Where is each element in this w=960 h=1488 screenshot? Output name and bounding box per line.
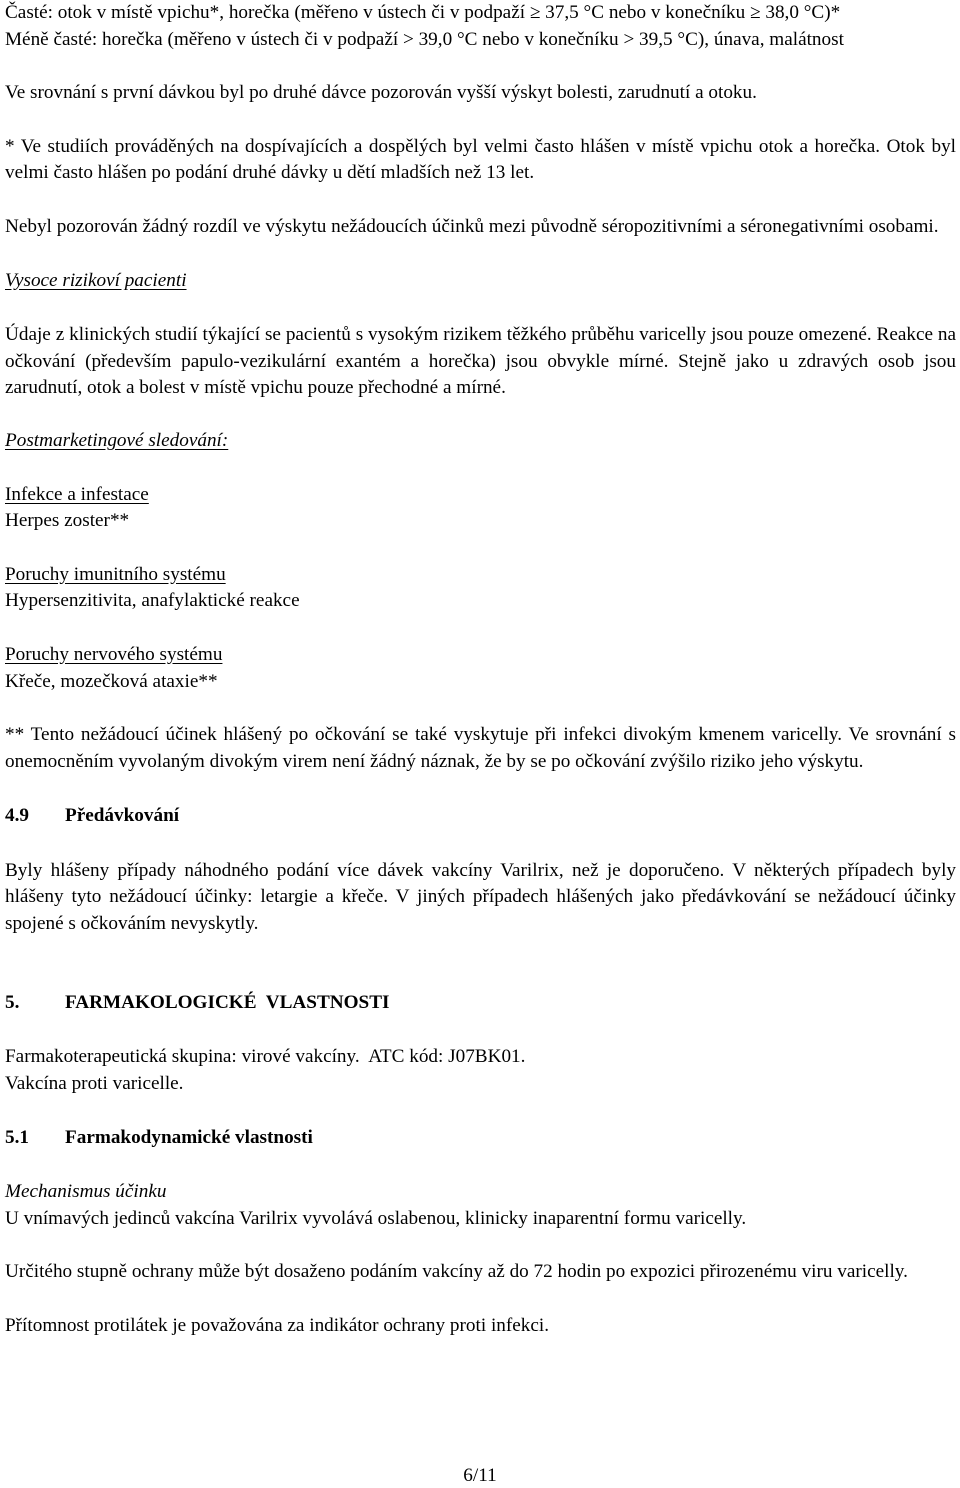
immune-item: Hypersenzitivita, anafylaktické reakce xyxy=(5,590,300,612)
protection-text: Určitého stupně ochrany může být dosaženo podáním vakcíny až do 72 hodin po expozici přirozenému viru varicelly. xyxy=(5,1261,908,1283)
footnote-double-star: ** Tento nežádoucí účinek hlášený po očkování se také vyskytuje při infekci divokým kmenem varicelly. Ve srovnání s onemocněním vyvolaným divokým virem není žádný náznak, že by se po očkování zvýšilo riziko jeho výskytu. xyxy=(5,724,956,772)
infections-heading xyxy=(5,482,956,509)
vaccine-against: Vakcína proti varicelle. xyxy=(5,1072,184,1094)
side-effects-common: Časté: otok v místě vpichu*, horečka (měřeno v ústech či v podpaží ≥ 37,5 °C nebo v konečníku ≥ 38,0 °C)* xyxy=(5,2,841,23)
serostatus-note: Nebyl pozorován žádný rozdíl ve výskytu nežádoucích účinků mezi původně séropozitivními a séronegativními osobami. xyxy=(5,215,939,237)
footnote-star: * Ve studiích prováděných na dospívajících a dospělých byl velmi často hlášen v místě vpichu otok a horečka. Otok byl velmi často hlášen po podání druhé dávky u dětí mladších než 13 let. xyxy=(5,135,956,184)
high-risk-text: Údaje z klinických studií týkající se pacientů s vysokým rizikem těžkého průběhu varicelly jsou pouze omezené. Reakce na očkování (především papulo-vezikulární exantém a horečka) jsou obvykle mírné. Stejně jako u zdravých osob jsou zarudnutí, otok a bolest v místě vpichu pouze přechodné a mírné. xyxy=(5,324,956,399)
immune-heading-text: Poruchy imunitního systému xyxy=(5,563,226,585)
section51-number: 5.1 xyxy=(5,1127,29,1149)
nervous-item: Křeče, mozečková ataxie** xyxy=(5,670,218,692)
overdose-heading xyxy=(5,803,956,830)
mechanism-heading-text: Mechanismus účinku xyxy=(5,1181,167,1203)
infections-heading-text: Infekce a infestace xyxy=(5,483,149,505)
high-risk-heading xyxy=(5,268,956,295)
document-page xyxy=(5,0,956,1339)
section5-number: 5. xyxy=(5,991,20,1013)
postmarketing-heading xyxy=(5,428,956,455)
high-risk-heading-text: Vysoce rizikoví pacienti xyxy=(5,269,187,291)
overdose-text: Byly hlášeny případy náhodného podání více dávek vakcíny Varilrix, než je doporučeno. V některých případech byly hlášeny tyto nežádoucí účinky: letargie a křeče. V jiných případech hlášených jako předávkování se nežádoucí účinky spojené s očkováním nevyskytly. xyxy=(5,859,956,935)
postmarketing-heading-text: Postmarketingové sledování: xyxy=(5,429,229,451)
overdose-number: 4.9 xyxy=(5,805,29,827)
pharmaco-group: Farmakoterapeutická skupina: virové vakcíny. ATC kód: J07BK01. xyxy=(5,1046,526,1068)
section5-heading xyxy=(5,990,956,1017)
nervous-heading xyxy=(5,642,956,669)
mechanism-heading xyxy=(5,1179,956,1206)
page-number: 6/11 xyxy=(463,1465,497,1486)
antibody-text: Přítomnost protilátek je považována za indikátor ochrany proti infekci. xyxy=(5,1314,550,1336)
nervous-heading-text: Poruchy nervového systému xyxy=(5,643,223,665)
side-effects-uncommon: Méně časté: horečka (měřeno v ústech či v podpaží > 39,0 °C nebo v konečníku > 39,5 °C), únava, malátnost xyxy=(5,28,844,50)
infections-item: Herpes zoster** xyxy=(5,510,130,532)
mechanism-text: U vnímavých jedinců vakcína Varilrix vyvolává oslabenou, klinicky inaparentní formu varicelly. xyxy=(5,1207,747,1229)
immune-heading xyxy=(5,562,956,589)
section51-title: Farmakodynamické vlastnosti xyxy=(65,1127,313,1149)
section5-title: FARMAKOLOGICKÉ VLASTNOSTI xyxy=(65,991,390,1013)
overdose-title: Předávkování xyxy=(65,805,180,827)
second-dose-note: Ve srovnání s první dávkou byl po druhé dávce pozorován vyšší výskyt bolesti, zarudnutí a otoku. xyxy=(5,82,757,104)
section51-heading xyxy=(5,1125,956,1152)
